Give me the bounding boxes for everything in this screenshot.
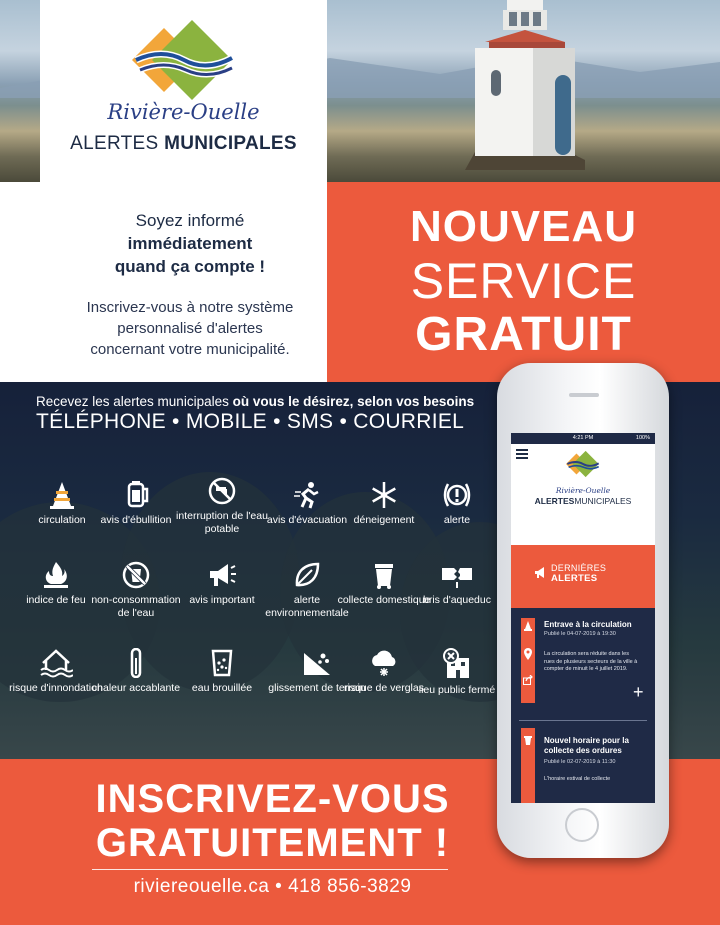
card1-meta: Publié le 04-07-2019 à 19:30	[544, 631, 616, 637]
ice-cloud-icon	[367, 648, 401, 678]
alerts-feed	[511, 608, 655, 803]
alert-item: eau brouillée	[172, 648, 272, 695]
phone-mockup	[497, 363, 669, 858]
alert-item: non-consommation de l'eau	[86, 560, 186, 620]
brand-name: ALERTES MUNICIPALES	[70, 133, 297, 154]
menu-icon[interactable]	[516, 449, 528, 459]
card2-meta: Publié le 02-07-2019 à 11:30	[544, 759, 616, 765]
alert-item: bris d'aqueduc	[407, 560, 507, 607]
status-bar	[511, 433, 655, 444]
feed-divider	[519, 720, 647, 721]
running-person-icon	[292, 480, 322, 510]
alert-item: indice de feu	[6, 560, 106, 607]
alert-item: lieu public fermé	[407, 648, 507, 697]
status-time: 4:21 PM	[572, 435, 594, 441]
cta-divider	[92, 869, 448, 870]
alert-item: collecte domestique	[334, 560, 434, 607]
banner-megaphone-icon	[534, 567, 547, 579]
cta-free: GRATUITEMENT !	[95, 821, 450, 865]
flooded-house-icon	[39, 648, 73, 678]
alert-item: chaleur accablante	[86, 648, 186, 695]
snowflake-icon	[369, 480, 399, 510]
alert-item: glissement de terrain	[267, 648, 367, 695]
megaphone-icon	[206, 560, 238, 590]
promo-free: GRATUIT	[415, 308, 632, 361]
leaf-icon	[292, 560, 322, 590]
alert-item: déneigement	[334, 480, 434, 527]
alert-item: avis important	[172, 560, 272, 607]
alert-item: risque d'innondation	[6, 648, 106, 695]
card1-body: La circulation sera réduite dans les rues de plusieurs secteurs de la ville à compter de minuit le 4 juillet 2019.	[544, 651, 638, 672]
contact-info[interactable]: riviereouelle.ca • 418 856-3829	[133, 876, 412, 897]
broken-pipe-icon	[440, 560, 474, 590]
channels-list: TÉLÉPHONE • MOBILE • SMS • COURRIEL	[36, 410, 465, 433]
municipal-logo-icon	[132, 20, 236, 100]
landslide-icon	[301, 648, 333, 678]
card2-body: L'horaire estival de collecte	[544, 776, 611, 782]
alert-item: circulation	[12, 480, 112, 527]
expand-icon[interactable]: +	[633, 682, 644, 702]
alert-item: alerte environnementale	[257, 560, 357, 620]
alert-item: interruption de l'eau potable	[172, 476, 272, 536]
channels-intro: Recevez les alertes municipales où vous le désirez, selon vos besoins	[36, 394, 475, 409]
alert-item: avis d'ébullition	[86, 480, 186, 527]
intro-panel	[0, 182, 327, 382]
no-tap-icon	[207, 476, 237, 506]
card1-title[interactable]: Entrave à la circulation	[544, 620, 632, 629]
logo-panel	[40, 0, 327, 182]
share-icon[interactable]	[523, 675, 533, 685]
alert-item: avis d'évacuation	[257, 480, 357, 527]
alert-icon	[440, 480, 474, 510]
fire-icon	[41, 560, 71, 590]
status-battery: 100%	[635, 435, 650, 441]
lighthouse-tower	[465, 0, 585, 170]
promo-new: NOUVEAU	[409, 202, 638, 251]
brand-town: Rivière-Ouelle	[107, 100, 260, 124]
no-glass-icon	[121, 560, 151, 590]
closed-building-icon	[441, 648, 473, 680]
app-town: Rivière-Ouelle	[555, 486, 611, 495]
promo-service: SERVICE	[410, 253, 637, 309]
trash-small-icon	[523, 735, 533, 745]
intro-body: Inscrivez-vous à notre système personnalisé d'alertes concernant votre municipalité.	[86, 299, 294, 358]
phone-screen	[511, 433, 655, 803]
alert-item: alerte	[407, 480, 507, 527]
phone-speaker	[569, 393, 599, 397]
home-button[interactable]	[565, 808, 599, 842]
alert-item: risque de verglas	[334, 648, 434, 695]
kettle-icon	[121, 480, 151, 510]
traffic-cone-icon	[47, 480, 77, 510]
latest-alerts-banner: DERNIÈRES ALERTES	[511, 545, 655, 608]
location-pin-icon[interactable]	[523, 648, 533, 660]
app-logo-icon	[566, 450, 600, 478]
trash-bin-icon	[369, 560, 399, 590]
app-name: ALERTESMUNICIPALES	[534, 496, 632, 506]
promo-panel	[327, 182, 720, 382]
intro-headline: Soyez informé immédiatement quand ça compte !	[114, 211, 266, 276]
murky-glass-icon	[207, 648, 237, 678]
cta-signup: INSCRIVEZ-VOUS	[95, 777, 450, 821]
cone-small-icon	[523, 621, 533, 631]
thermometer-icon	[121, 648, 151, 678]
card2-title[interactable]: Nouvel horaire pour la collecte des ordures	[544, 736, 629, 755]
